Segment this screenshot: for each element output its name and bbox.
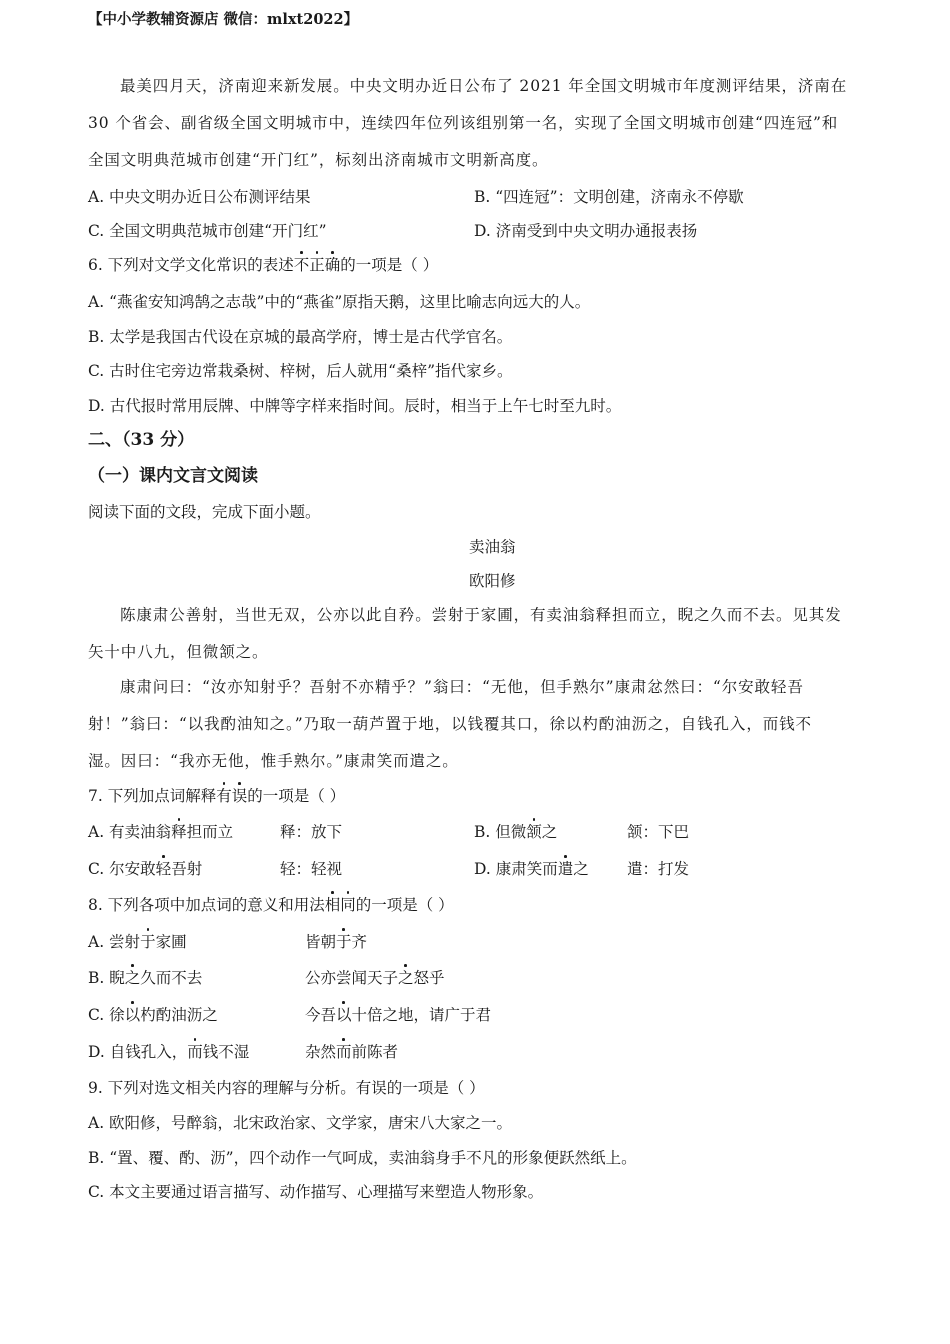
q8-a2-text: 齐 [351, 933, 368, 951]
q6-option-c: C. 古时住宅旁边常栽桑树、梓树，后人就用“桑梓”指代家乡。 [88, 362, 513, 380]
q7-a-text: A. 有卖油翁 [88, 823, 172, 841]
q5-option-b: B. “四连冠”：文明创建，济南永不停歇 [474, 188, 744, 206]
emphasis-char: 释 [171, 823, 187, 841]
q8-stem [88, 895, 454, 915]
article-title: 卖油翁 [469, 538, 516, 556]
q8-c2-text: 十倍之地，请广于君 [351, 1006, 492, 1024]
q8-d-text: 钱不湿 [202, 1043, 250, 1061]
emphasis-char: 确 [324, 256, 341, 274]
q7-option-a [88, 822, 233, 842]
q8-c-text: 杓酌油沥之 [140, 1006, 218, 1024]
q7-b-text: 之 [541, 823, 558, 841]
emphasis-char: 而 [187, 1043, 203, 1061]
emphasis-char: 误 [231, 787, 248, 805]
q8-d2-text: 前陈者 [351, 1043, 399, 1061]
q5-option-d: D. 济南受到中央文明办通报表扬 [474, 222, 698, 240]
article-p2-line1: 康肃问曰：“汝亦知射乎？吾射不亦精乎？”翁曰：“无他，但手熟尔”康肃忿然曰：“尔安敢轻吾 [120, 678, 804, 696]
q9-stem: 9. 下列对选文相关内容的理解与分析。有误的一项是（ ） [88, 1079, 485, 1097]
article-author: 欧阳修 [469, 572, 516, 590]
emphasis-char: 遣 [557, 860, 574, 878]
q8-b2-text: 怒乎 [413, 969, 445, 987]
q8-d2-text: 杂然 [305, 1043, 337, 1061]
q8-option-a [88, 932, 187, 952]
q5-option-a: A. 中央文明办近日公布测评结果 [88, 188, 311, 206]
emphasis-char: 而 [336, 1043, 352, 1061]
passage-line-2: 30 个省会、副省级全国文明城市中，连续四年位列该组别第一名，实现了全国文明城市创建“四连冠”和 [88, 114, 839, 132]
q7-stem [88, 786, 345, 806]
q8-option-b [88, 968, 202, 988]
q7-option-b-def: 颔：下巴 [627, 823, 690, 841]
article-p2-line2: 射！”翁曰：“以我酌油知之。”乃取一葫芦置于地，以钱覆其口，徐以杓酌油沥之，自钱孔入，而钱不 [88, 715, 812, 733]
q7-c-text: C. 尔安敢 [88, 860, 156, 878]
q8-a-text: A. 尝射 [88, 933, 141, 951]
emphasis-char: 同 [340, 896, 356, 914]
q8-b2-text: 公亦尝闻天子 [305, 969, 399, 987]
q7-option-c [88, 859, 202, 879]
q7-stem-pre: 7. 下列加点词解释 [88, 787, 217, 805]
q8-c2-text: 今吾 [305, 1006, 337, 1024]
passage-line-1: 最美四月天，济南迎来新发展。中央文明办近日公布了 2021 年全国文明城市年度测评结果，济南在 [120, 77, 848, 95]
q7-a-text: 担而立 [186, 823, 234, 841]
q8-option-d-compare [305, 1042, 398, 1062]
q6-stem-pre: 6. 下列对文学文化常识的表述 [88, 256, 294, 274]
q8-a2-text: 皆朝 [305, 933, 337, 951]
q8-b-text: B. 睨 [88, 969, 125, 987]
article-p2-line3: 湿。因曰：“我亦无他，惟手熟尔。”康肃笑而遣之。 [88, 752, 459, 770]
q7-stem-post: 的一项是（ ） [247, 787, 346, 805]
passage-line-3: 全国文明典范城市创建“开门红”，标刻出济南城市文明新高度。 [88, 151, 549, 169]
emphasis-char: 于 [140, 933, 156, 951]
q8-a-text: 家圃 [155, 933, 187, 951]
q8-option-c [88, 1005, 218, 1025]
q7-option-d-def: 遣：打发 [627, 860, 690, 878]
page-header: 【中小学教辅资源店 微信：mlxt2022】 [88, 11, 359, 28]
emphasis-char: 以 [336, 1006, 352, 1024]
q7-option-b [474, 822, 557, 842]
q8-stem-pre: 8. 下列各项中加点词的意义和用法 [88, 896, 325, 914]
q8-stem-post: 的一项是（ ） [355, 896, 454, 914]
q9-option-a: A. 欧阳修，号醉翁，北宋政治家、文学家，唐宋八大家之一。 [88, 1114, 513, 1132]
emphasis-char: 颔 [526, 823, 542, 841]
article-p1-line2: 矢十中八九，但微颔之。 [88, 643, 269, 661]
emphasis-char: 之 [124, 969, 141, 987]
emphasis-char: 不 [293, 256, 310, 274]
reading-instruction: 阅读下面的文段，完成下面小题。 [88, 503, 321, 521]
q9-option-b: B. “置、覆、酌、沥”，四个动作一气呵成，卖油翁身手不凡的形象便跃然纸上。 [88, 1149, 637, 1167]
section-title: 二、（33 分） [88, 430, 195, 450]
emphasis-char: 以 [124, 1006, 141, 1024]
q6-stem-post: 的一项是（ ） [340, 256, 439, 274]
emphasis-char: 相 [324, 896, 341, 914]
emphasis-char: 轻 [155, 860, 172, 878]
q7-option-c-def: 轻：轻视 [280, 860, 343, 878]
q6-option-b: B. 太学是我国古代设在京城的最高学府，博士是古代学官名。 [88, 328, 513, 346]
q7-b-text: B. 但微 [474, 823, 527, 841]
q8-d-text: D. 自钱孔入， [88, 1043, 188, 1061]
q5-option-c: C. 全国文明典范城市创建“开门红” [88, 222, 327, 240]
q8-c-text: C. 徐 [88, 1006, 125, 1024]
q8-option-c-compare [305, 1005, 491, 1025]
q6-stem [88, 255, 438, 275]
q8-option-d [88, 1042, 249, 1062]
q6-option-a: A. “燕雀安知鸿鹄之志哉”中的“燕雀”原指天鹅，这里比喻志向远大的人。 [88, 293, 591, 311]
q8-option-b-compare [305, 968, 445, 988]
emphasis-char: 正 [309, 256, 325, 274]
q7-option-a-def: 释：放下 [280, 823, 343, 841]
q9-option-c: C. 本文主要通过语言描写、动作描写、心理描写来塑造人物形象。 [88, 1183, 544, 1201]
q6-option-d: D. 古代报时常用辰牌、中牌等字样来指时间。辰时，相当于上午七时至九时。 [88, 397, 622, 415]
q7-c-text: 吾射 [171, 860, 203, 878]
section-subtitle: （一）课内文言文阅读 [88, 466, 258, 486]
q8-b-text: 久而不去 [140, 969, 203, 987]
q7-d-text: D. 康肃笑而 [474, 860, 558, 878]
emphasis-char: 有 [216, 787, 232, 805]
emphasis-char: 于 [336, 933, 352, 951]
emphasis-char: 之 [398, 969, 414, 987]
q7-d-text: 之 [573, 860, 589, 878]
q7-option-d [474, 859, 589, 879]
q8-option-a-compare [305, 932, 367, 952]
article-p1-line1: 陈康肃公善射，当世无双，公亦以此自矜。尝射于家圃，有卖油翁释担而立，睨之久而不去。见其发 [120, 606, 842, 624]
